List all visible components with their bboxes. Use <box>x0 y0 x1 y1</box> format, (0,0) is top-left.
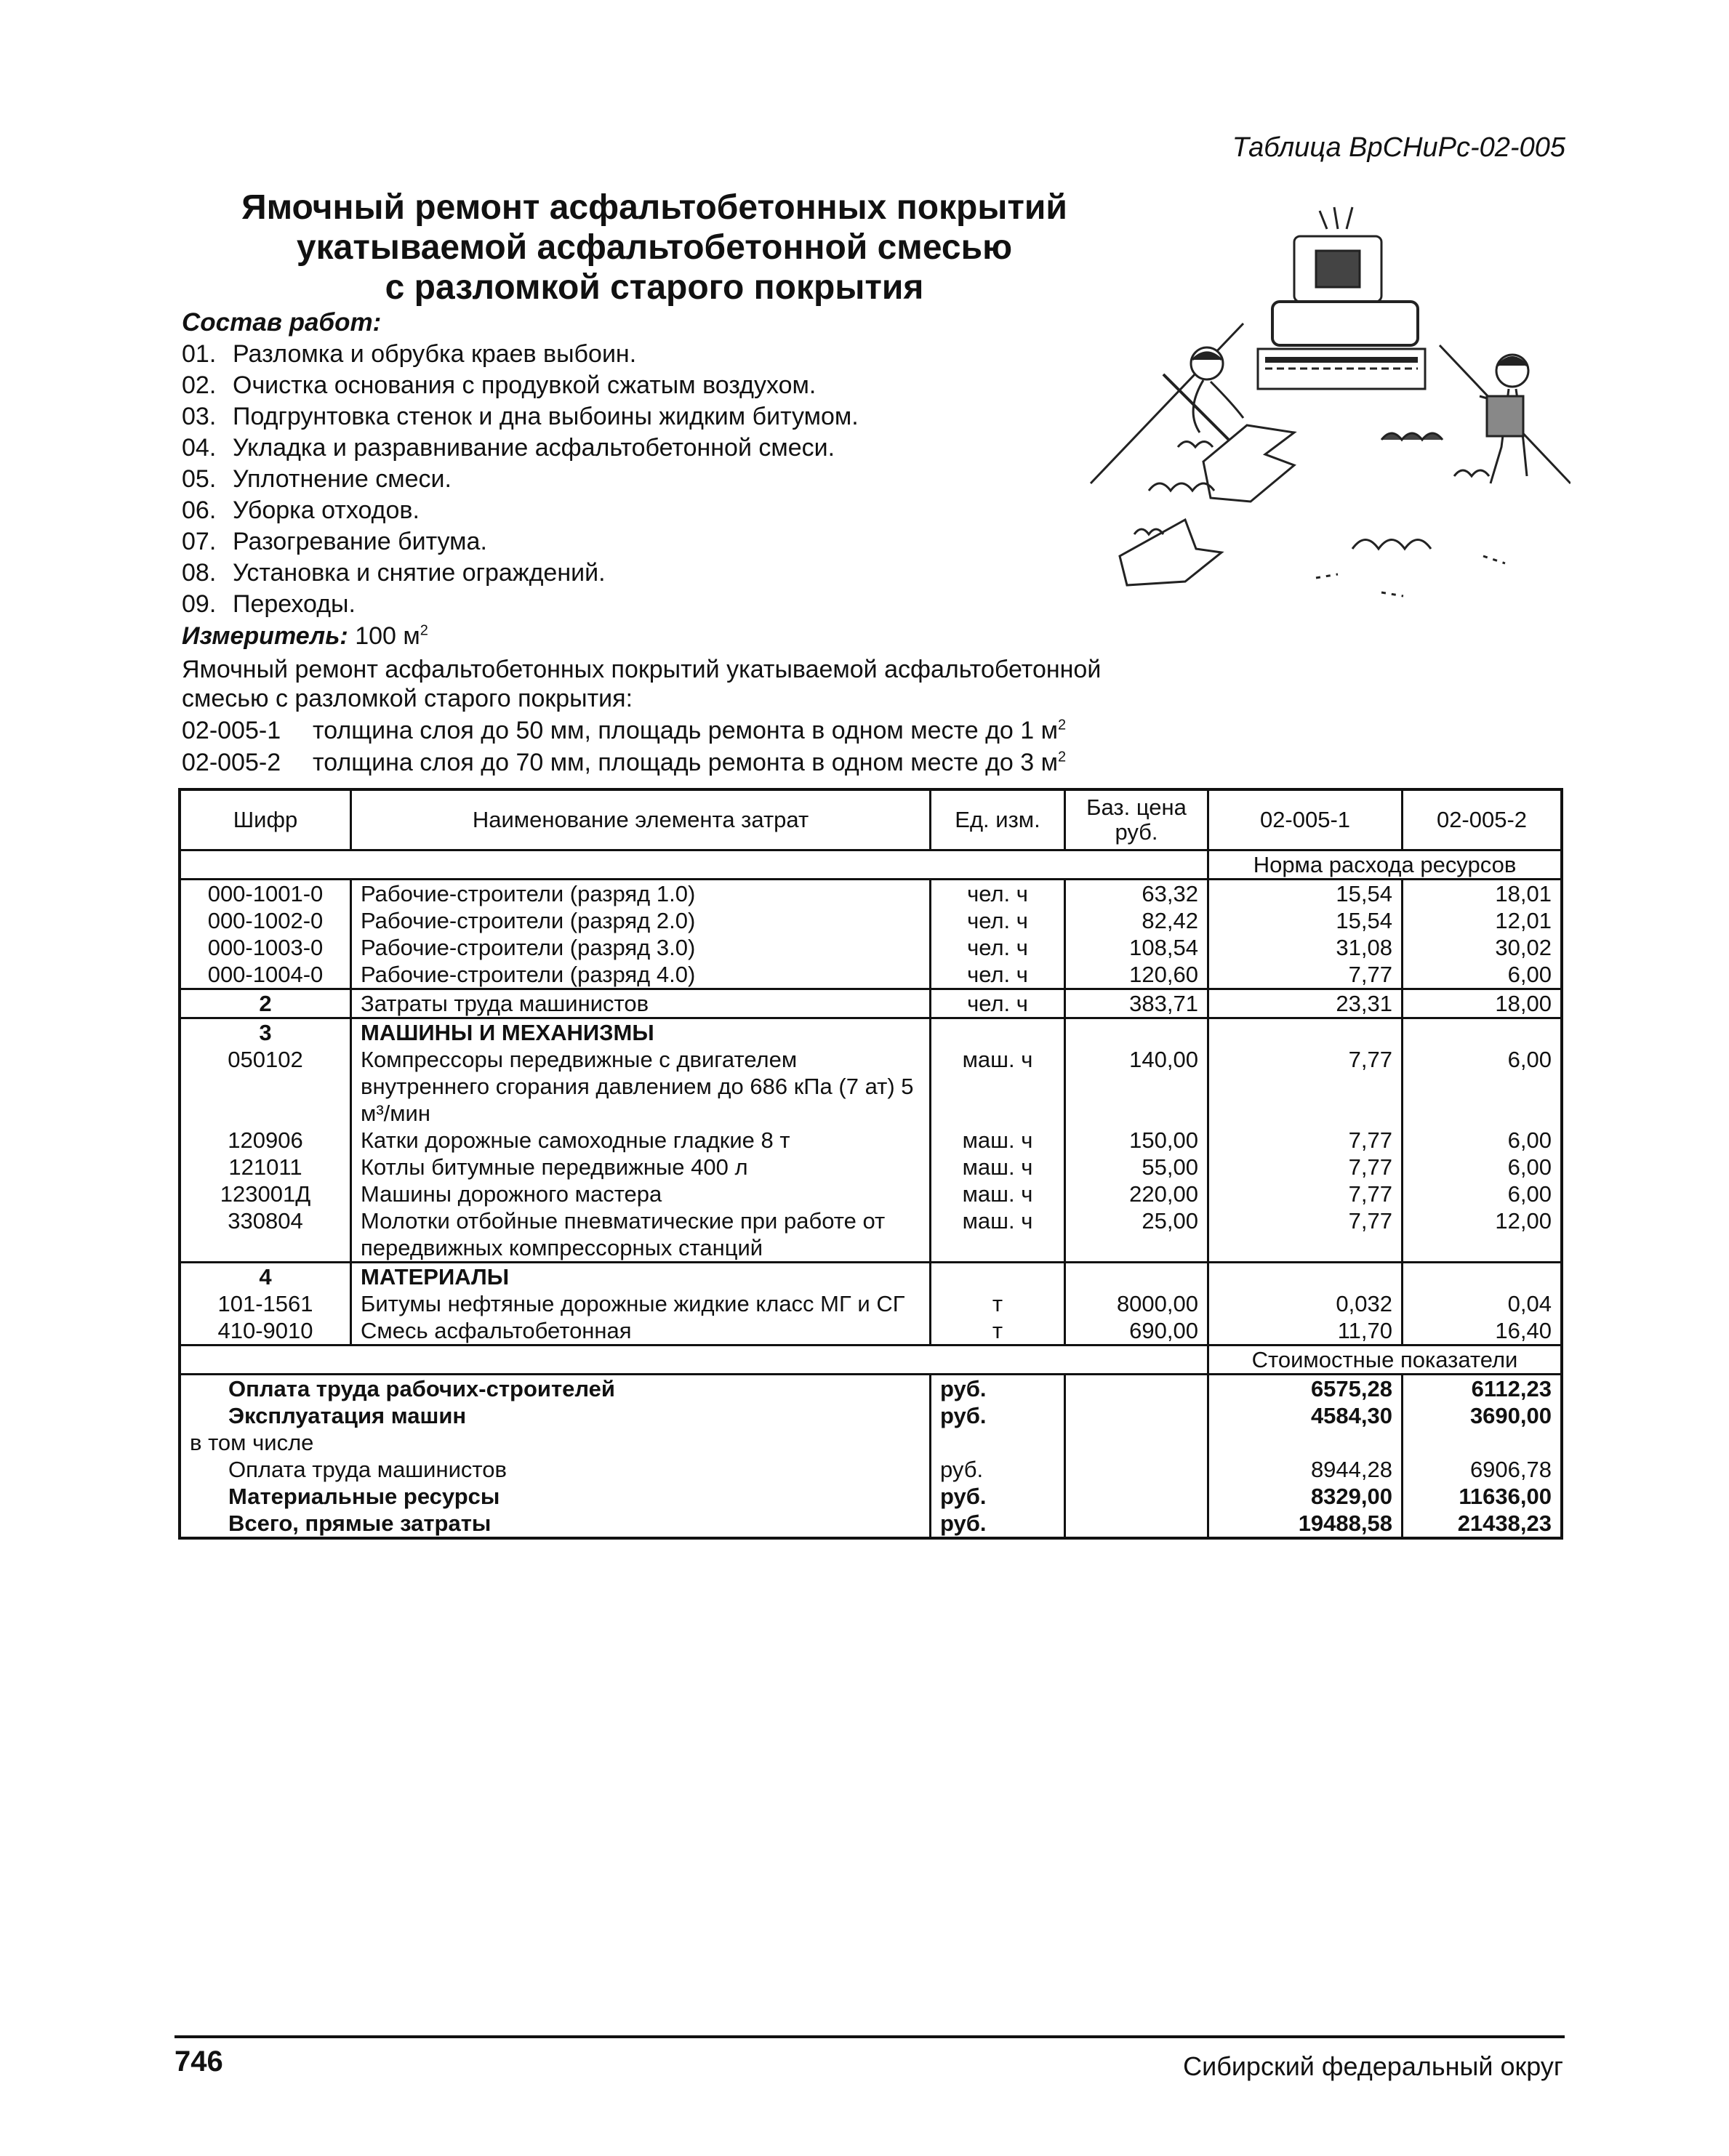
cell-price: 383,71 <box>1065 989 1208 1018</box>
cell-price: 8000,00 <box>1065 1290 1208 1317</box>
cell-unit: чел. ч <box>931 907 1065 934</box>
cell-unit: чел. ч <box>931 961 1065 989</box>
table-row <box>180 1207 1562 1263</box>
item-number: 01. <box>182 340 217 368</box>
cell-v1: 7,77 <box>1208 1207 1403 1263</box>
variant-text: толщина слоя до 70 мм, площадь ремонта в одном месте до 3 м <box>313 749 1058 776</box>
cell-unit: маш. ч <box>931 1046 1065 1127</box>
cell-price: 690,00 <box>1065 1317 1208 1346</box>
cell-price: 140,00 <box>1065 1046 1208 1127</box>
summary-label: Материальные ресурсы <box>180 1483 931 1510</box>
meter-value: 100 м <box>355 622 420 650</box>
resource-table <box>178 788 1563 1540</box>
item-number: 02. <box>182 371 217 399</box>
cell-name: Затраты труда машинистов <box>351 989 931 1018</box>
cell-v2: 12,01 <box>1495 908 1552 933</box>
summary-v2: 11636,00 <box>1459 1484 1552 1509</box>
norm-header: Норма расхода ресурсов <box>1208 850 1562 880</box>
page-title <box>174 188 1134 307</box>
item-number: 03. <box>182 403 217 430</box>
cell-v1: 7,77 <box>1208 961 1403 989</box>
work-composition-heading: Состав работ: <box>182 308 382 337</box>
cell-price: 63,32 <box>1065 880 1208 908</box>
summary-v2: 3690,00 <box>1469 1403 1552 1428</box>
item-number: 09. <box>182 590 217 618</box>
cell-price: 55,00 <box>1065 1154 1208 1180</box>
cell-price: 120,60 <box>1065 961 1208 989</box>
item-text: Укладка и разравнивание асфальтобетонной смеси. <box>233 434 835 462</box>
item-text: Разогревание битума. <box>233 528 487 555</box>
summary-v1: 6575,28 <box>1208 1375 1403 1403</box>
table-row <box>180 989 1562 1018</box>
summary-v1: 19488,58 <box>1208 1510 1403 1538</box>
meter-sup: 2 <box>420 622 428 639</box>
cell-price: 25,00 <box>1065 1207 1208 1263</box>
summary-v1: 4584,30 <box>1208 1402 1403 1429</box>
variant-code: 02-005-1 <box>182 717 281 744</box>
item-number: 04. <box>182 434 217 462</box>
cell-v2: 18,01 <box>1403 880 1562 908</box>
work-list <box>182 339 1163 620</box>
norm-subheader <box>180 850 1562 880</box>
summary-unit: руб. <box>931 1375 1065 1403</box>
cell-v1: 11,70 <box>1208 1317 1403 1346</box>
meter-line <box>182 620 1163 652</box>
title-line-2: укатываемой асфальтобетонной смесью <box>296 228 1013 267</box>
cell-name: Компрессоры передвижные с двигателем внутреннего сгорания давлением до 686 кПа (7 ат) 5 м³/мин <box>351 1046 931 1127</box>
table-identifier: Таблица ВрСНиРс-02-005 <box>1232 132 1565 163</box>
header-price: Баз. цена руб. <box>1065 789 1208 850</box>
item-text: Установка и снятие ограждений. <box>233 559 606 587</box>
summary-row <box>180 1456 1562 1483</box>
cell-price: 82,42 <box>1065 907 1208 934</box>
cell-v1: 15,54 <box>1208 880 1403 908</box>
cell-v2: 18,00 <box>1403 989 1562 1018</box>
variant-sup: 2 <box>1058 717 1067 733</box>
summary-label: Оплата труда рабочих-строителей <box>180 1375 931 1403</box>
cell-v2: 6,00 <box>1507 1154 1552 1180</box>
table-row <box>180 880 1562 908</box>
cell-code: 000-1004-0 <box>180 961 351 989</box>
summary-label: Всего, прямые затраты <box>180 1510 931 1538</box>
summary-v2: 6112,23 <box>1403 1375 1562 1403</box>
cell-unit: маш. ч <box>931 1180 1065 1207</box>
summary-row <box>180 1510 1562 1538</box>
cell-v1: 7,77 <box>1208 1154 1403 1180</box>
page-number: 746 <box>174 2046 223 2077</box>
table-row <box>180 1127 1562 1154</box>
cell-unit: чел. ч <box>931 989 1065 1018</box>
list-item <box>182 464 1163 495</box>
summary-v2: 6906,78 <box>1469 1457 1552 1482</box>
summary-row <box>180 1483 1562 1510</box>
header-variant-2: 02-005-2 <box>1403 789 1562 850</box>
cell-v2: 6,00 <box>1507 1181 1552 1207</box>
summary-unit: руб. <box>931 1510 1065 1538</box>
cell-code: 000-1003-0 <box>180 934 351 961</box>
cell-code: 101-1561 <box>180 1290 351 1317</box>
list-item <box>182 589 1163 620</box>
section-code: 3 <box>180 1018 351 1047</box>
cell-v2: 6,00 <box>1507 1047 1552 1072</box>
table-row <box>180 1290 1562 1317</box>
region-name: Сибирский федеральный округ <box>1183 2051 1563 2081</box>
cell-v2: 16,40 <box>1495 1318 1552 1343</box>
list-item <box>182 495 1163 526</box>
header-unit: Ед. изм. <box>931 789 1065 850</box>
cell-name: Рабочие-строители (разряд 1.0) <box>351 880 931 908</box>
header-name: Наименование элемента затрат <box>351 789 931 850</box>
variant-line <box>182 747 1163 779</box>
summary-label: Оплата труда машинистов <box>180 1456 931 1483</box>
list-item <box>182 558 1163 589</box>
summary-row <box>180 1402 1562 1429</box>
list-item <box>182 433 1163 464</box>
summary-unit: руб. <box>931 1402 1065 1429</box>
section-name: МАТЕРИАЛЫ <box>351 1263 931 1291</box>
cell-price: 108,54 <box>1065 934 1208 961</box>
cell-v2: 0,04 <box>1507 1291 1552 1316</box>
cell-unit: чел. ч <box>931 880 1065 908</box>
cell-unit: т <box>931 1290 1065 1317</box>
table-row <box>180 907 1562 934</box>
cell-name: Котлы битумные передвижные 400 л <box>351 1154 931 1180</box>
item-text: Подгрунтовка стенок и дна выбоины жидким битумом. <box>233 403 859 430</box>
table-row <box>180 934 1562 961</box>
cell-code: 050102 <box>180 1046 351 1127</box>
header-variant-1: 02-005-1 <box>1208 789 1403 850</box>
cell-price: 220,00 <box>1065 1180 1208 1207</box>
cell-code: 121011 <box>180 1154 351 1180</box>
meter-label: Измеритель: <box>182 622 348 650</box>
cell-v1: 15,54 <box>1208 907 1403 934</box>
cell-v1: 0,032 <box>1208 1290 1403 1317</box>
cell-unit: маш. ч <box>931 1154 1065 1180</box>
table-header-row <box>180 789 1562 850</box>
cell-v1: 7,77 <box>1208 1180 1403 1207</box>
section-code: 4 <box>180 1263 351 1291</box>
cell-v1: 31,08 <box>1208 934 1403 961</box>
cell-name: Машины дорожного мастера <box>351 1180 931 1207</box>
item-text: Очистка основания с продувкой сжатым воздухом. <box>233 371 817 399</box>
header-code: Шифр <box>180 789 351 850</box>
item-text: Разломка и обрубка краев выбоин. <box>233 340 637 368</box>
table-row <box>180 1046 1562 1127</box>
variants <box>182 715 1163 779</box>
section-row <box>180 1263 1562 1291</box>
cell-name: Смесь асфальтобетонная <box>351 1317 931 1346</box>
cell-code: 120906 <box>180 1127 351 1154</box>
item-number: 08. <box>182 559 217 587</box>
variant-line <box>182 715 1163 747</box>
cell-code: 000-1001-0 <box>180 880 351 908</box>
summary-v1: 8944,28 <box>1208 1456 1403 1483</box>
cell-v1: 23,31 <box>1208 989 1403 1018</box>
cell-unit: маш. ч <box>931 1207 1065 1263</box>
cell-name: Рабочие-строители (разряд 3.0) <box>351 934 931 961</box>
footer-divider <box>174 2035 1565 2038</box>
list-item <box>182 526 1163 558</box>
summary-v1: 8329,00 <box>1208 1483 1403 1510</box>
section-row <box>180 1018 1562 1047</box>
variant-sup: 2 <box>1058 749 1067 765</box>
cell-name: Битумы нефтяные дорожные жидкие класс МГ и СГ <box>351 1290 931 1317</box>
cell-unit: т <box>931 1317 1065 1346</box>
title-line-1: Ямочный ремонт асфальтобетонных покрытий <box>241 188 1067 227</box>
variant-code: 02-005-2 <box>182 749 281 776</box>
table-row <box>180 1154 1562 1180</box>
summary-label: Эксплуатация машин <box>180 1402 931 1429</box>
cell-v2: 6,00 <box>1507 1127 1552 1153</box>
cell-name: Молотки отбойные пневматические при работе от передвижных компрессорных станций <box>351 1207 931 1263</box>
summary-row <box>180 1429 1562 1456</box>
work-description <box>182 307 1163 779</box>
description-text: Ямочный ремонт асфальтобетонных покрытий укатываемой асфальтобетонной смесью с разломкой старого покрытия: <box>182 656 1102 712</box>
item-number: 06. <box>182 496 217 524</box>
list-item <box>182 370 1163 401</box>
table-row <box>180 1317 1562 1346</box>
item-text: Уплотнение смеси. <box>233 465 452 493</box>
title-line-3: с разломкой старого покрытия <box>385 268 924 307</box>
cost-header: Стоимостные показатели <box>1208 1346 1562 1375</box>
cell-v2: 12,00 <box>1495 1208 1552 1234</box>
table-row <box>180 1180 1562 1207</box>
cell-code: 410-9010 <box>180 1317 351 1346</box>
cell-unit: чел. ч <box>931 934 1065 961</box>
item-text: Уборка отходов. <box>233 496 420 524</box>
cell-price: 150,00 <box>1065 1127 1208 1154</box>
summary-unit: руб. <box>931 1456 1065 1483</box>
cell-code: 000-1002-0 <box>180 907 351 934</box>
cell-name: Катки дорожные самоходные гладкие 8 т <box>351 1127 931 1154</box>
summary-label: в том числе <box>180 1429 931 1456</box>
cell-v1: 7,77 <box>1208 1046 1403 1127</box>
item-number: 05. <box>182 465 217 493</box>
cell-name: Рабочие-строители (разряд 4.0) <box>351 961 931 989</box>
cell-v2: 30,02 <box>1495 935 1552 960</box>
summary-v2: 21438,23 <box>1457 1511 1552 1536</box>
table-row <box>180 961 1562 989</box>
cell-code: 123001Д <box>180 1180 351 1207</box>
list-item <box>182 401 1163 433</box>
variant-text: толщина слоя до 50 мм, площадь ремонта в одном месте до 1 м <box>313 717 1058 744</box>
cell-code: 330804 <box>180 1207 351 1263</box>
cell-name: Рабочие-строители (разряд 2.0) <box>351 907 931 934</box>
cell-code: 2 <box>180 989 351 1018</box>
cell-v2: 6,00 <box>1507 962 1552 987</box>
list-item <box>182 339 1163 370</box>
section-name: МАШИНЫ И МЕХАНИЗМЫ <box>351 1018 931 1047</box>
item-text: Переходы. <box>233 590 356 618</box>
cell-v1: 7,77 <box>1208 1127 1403 1154</box>
cell-unit: маш. ч <box>931 1127 1065 1154</box>
summary-unit: руб. <box>931 1483 1065 1510</box>
cost-subheader <box>180 1346 1562 1375</box>
summary-row <box>180 1375 1562 1403</box>
item-number: 07. <box>182 528 217 555</box>
